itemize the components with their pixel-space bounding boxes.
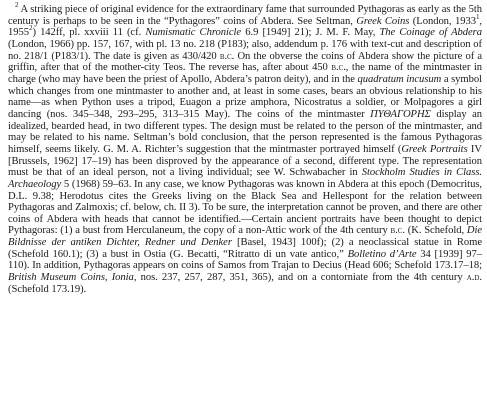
footnote-segment: Bolletino d’Arte bbox=[347, 248, 417, 260]
footnote-segment: Stockholm Studies in Class. Archaeology bbox=[8, 167, 482, 190]
footnote-segment: a.d. bbox=[466, 272, 482, 284]
footnote-segment: quadratum incusum bbox=[357, 73, 442, 85]
footnote-segment: 1 bbox=[475, 12, 480, 21]
footnote-segment: (Schefold 173.19). bbox=[8, 283, 87, 295]
footnote-text bbox=[8, 4, 482, 295]
footnote-segment: The Coinage of Abdera bbox=[379, 27, 482, 39]
footnote-segment: (K. Schefold, bbox=[404, 225, 467, 237]
footnote-segment: (London, 1933 bbox=[409, 15, 476, 27]
footnote-segment: 6.9 [1949] 21); J. M. F. May, bbox=[241, 27, 380, 39]
footnote-segment: b.c. bbox=[331, 62, 346, 74]
footnote-segment: Greek Coins bbox=[356, 15, 410, 27]
footnote-segment: b.c. bbox=[219, 50, 235, 62]
footnote-segment: , 1955 bbox=[8, 15, 483, 39]
footnote-segment: (London, 1966) pp. 157, 167, with pl. 13 no. 218 (P183); also, addendum p. 176 with text-cut and description of no. 218/1 (P183/1). The date is given as 430/420 bbox=[8, 38, 482, 62]
footnote-marker: 2 bbox=[15, 0, 19, 9]
footnote-segment: British Museum Coins, Ionia bbox=[8, 272, 134, 284]
footnote-segment: display an idealized, bearded head, in two different types. The design must be related to the person of the mintmaster, and may be related to his name. Seltman’s bold conclusion, that the person represented is the famous Pythagoras himself, seems likely. G. M. A. Richter’s suggestion that the mintmaster portrayed himself ( bbox=[8, 108, 482, 155]
footnote-segment: b.c. bbox=[390, 225, 405, 237]
footnote-segment: On the obverse the coins of Abdera show the picture of a griffin, after that of the mother-city Teos. The reverse has, after about 450 bbox=[8, 50, 483, 74]
footnote-segment: 34 [1939] 97–110). In addition, Pythagoras appears on coins of Samos from Trajan to Decius (Head 606; Schefold 173.17–18; bbox=[8, 248, 482, 272]
footnote-segment: A striking piece of original evidence for the extraordinary fame that surrounded Pythagoras as early as the 5th century is perhaps to be seen in the “Pythagores” coins of Abdera. See Seltman, bbox=[8, 4, 482, 27]
footnote-segment: a symbol which changes from one mintmaster to another and, at least in some cases, bears an obvious relationship to his name—as when Python uses a tripod, Euagon a prize amphora, Nicostratus a soldier, or Molpagores a girl dancing (nos. 345–348, 293–295, 313–315 May). The coins of the mintmaster bbox=[8, 73, 483, 120]
footnote-segment: Numismatic Chronicle bbox=[145, 27, 242, 39]
footnote-segment: 5 (1968) 59–63. In any case, we know Pythagoras was known in Abdera at this epoch (Democritus, D.L. 9.38; Herodotus cites the Greeks living on the Black Sea and Hellespont for the relation between Pythagoras and Zalmoxis; cf. below, ch. II 3). To be sure, the interpretation cannot be proven, and there are other coins of Abdera with heads that cannot be identified.—Certain ancient portraits have been thought to depict Pythagoras: (1) a bust from Herculaneum, the copy of a non-Attic work of the 4th century bbox=[8, 178, 482, 237]
footnote-segment: 2 bbox=[29, 24, 33, 33]
footnote-segment: , the name of the mintmaster in charge (who may have been the priest of Apollo, Abdera’s patron deity), and in the bbox=[8, 62, 482, 85]
footnote-segment: ) 142ff, pl. xxviii 11 (cf. bbox=[32, 27, 146, 39]
footnote-segment: [Basel, 1943] 100f); (2) a neoclassical statue in Rome (Schefold 160.1); (3) a bust in Ostia (G. Becatti, “Ritratto di un vate antico,” bbox=[8, 237, 482, 260]
footnote-segment: IV [Brussels, 1962] 17–19) has been disproved by the appearance of a second, different type. The representation must be that of an ideal person, not a living individual; see W. Schwabacher in bbox=[8, 143, 482, 179]
footnote-segment: ΠΥΘΑΓΟΡΗΣ bbox=[370, 108, 431, 120]
footnote-segment: , nos. 237, 257, 287, 351, 365), and on a contorniate from the 4th century bbox=[133, 272, 467, 284]
footnote-segment: Greek Portraits bbox=[401, 143, 468, 155]
footnote-paragraph bbox=[8, 0, 483, 295]
footnote-segment: Die Bildnisse der antiken Dichter, Redner und Denker bbox=[8, 225, 483, 249]
